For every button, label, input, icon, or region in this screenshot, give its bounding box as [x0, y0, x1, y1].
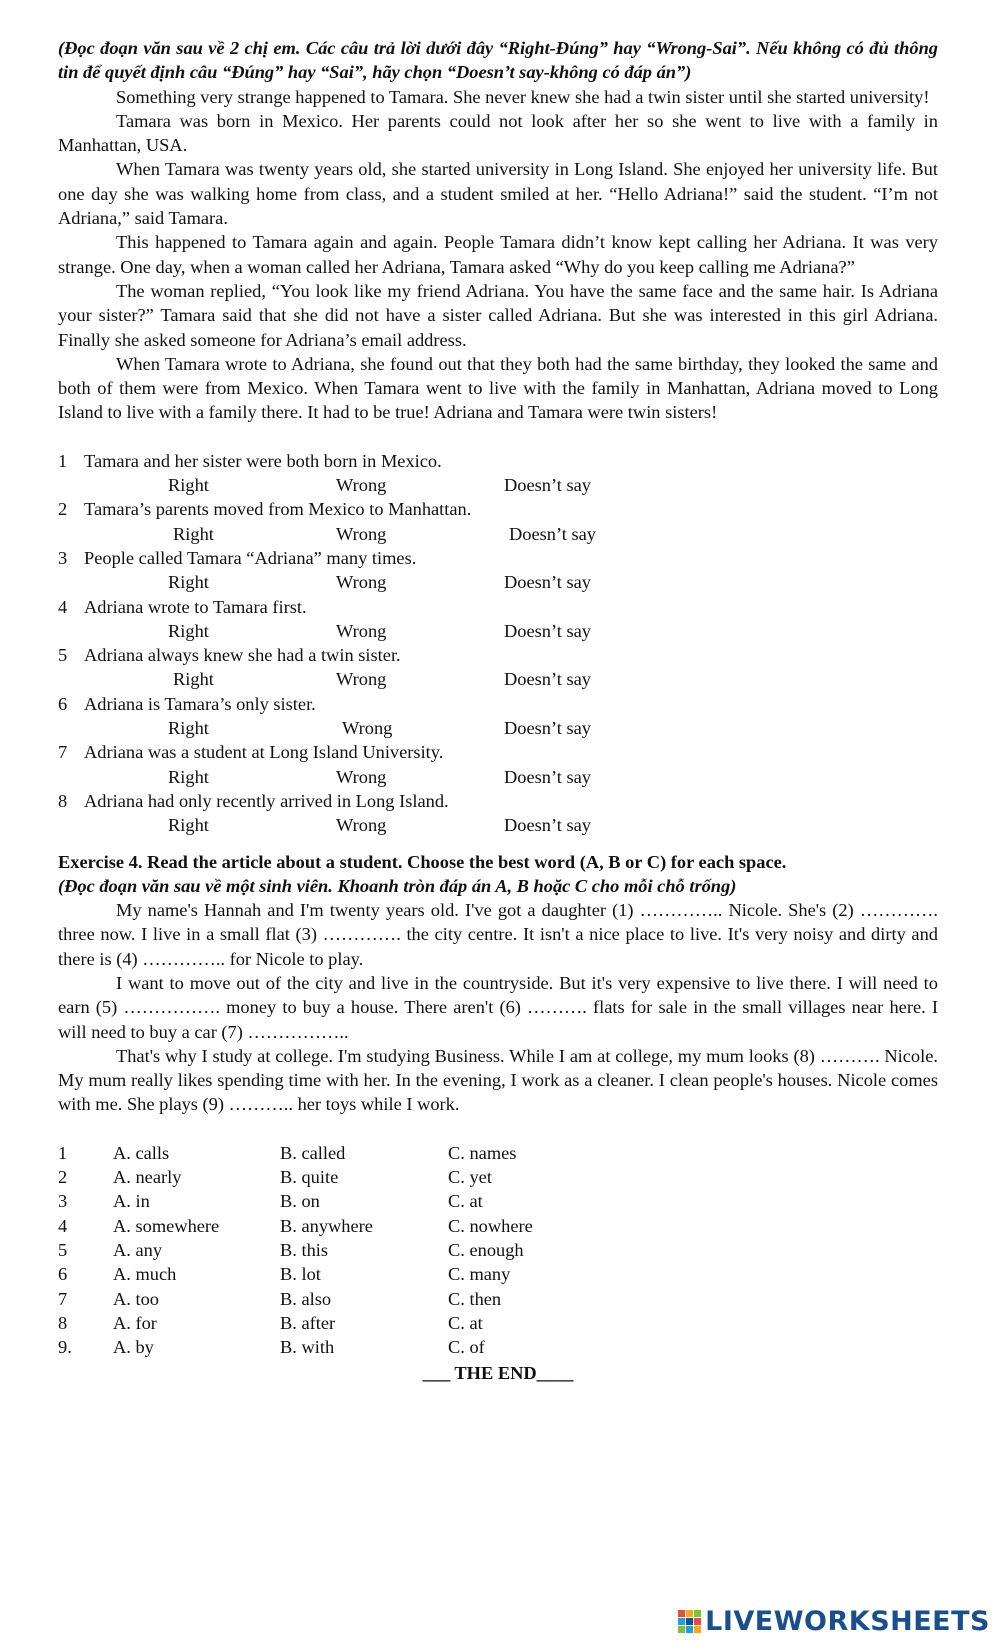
option-right[interactable]: Right	[168, 718, 209, 739]
question-row	[58, 740, 938, 764]
question-number: 3	[58, 547, 68, 568]
choice-number: 5	[58, 1239, 68, 1260]
option-wrong[interactable]: Wrong	[336, 620, 387, 641]
option-wrong[interactable]: Wrong	[336, 572, 387, 593]
option-wrong[interactable]: Wrong	[336, 523, 387, 544]
question-text: People called Tamara “Adriana” many times.	[84, 547, 417, 568]
option-wrong[interactable]: Wrong	[336, 815, 387, 836]
choice-a[interactable]: A. any	[113, 1239, 163, 1260]
choice-number: 4	[58, 1215, 68, 1236]
question-row	[58, 449, 938, 473]
choice-b[interactable]: B. called	[280, 1142, 346, 1163]
option-right[interactable]: Right	[168, 620, 209, 641]
option-wrong[interactable]: Wrong	[336, 766, 387, 787]
answer-options	[58, 813, 938, 837]
choice-row	[58, 1311, 938, 1335]
liveworksheets-logo-icon	[678, 1610, 701, 1633]
liveworksheets-logo	[678, 1606, 990, 1637]
question-text: Tamara and her sister were both born in Mexico.	[84, 450, 442, 471]
passage-paragraph: When Tamara was twenty years old, she started university in Long Island. She enjoyed her university life. But one day she was walking home from class, and a student smiled at her. “Hello Adriana!” said the student. “I’m not Adriana,” said Tamara.	[58, 159, 938, 229]
question-row	[58, 789, 938, 813]
choice-b[interactable]: B. anywhere	[280, 1215, 373, 1236]
choice-number: 8	[58, 1312, 68, 1333]
option-doesnt-say[interactable]: Doesn’t say	[509, 523, 597, 544]
question-number: 6	[58, 693, 68, 714]
option-doesnt-say[interactable]: Doesn’t say	[504, 815, 592, 836]
question-text: Tamara’s parents moved from Mexico to Manhattan.	[84, 499, 472, 520]
option-right[interactable]: Right	[168, 766, 209, 787]
option-wrong[interactable]: Wrong	[336, 669, 387, 690]
question-number: 8	[58, 790, 68, 811]
choice-c[interactable]: C. names	[448, 1142, 517, 1163]
answer-options	[58, 667, 938, 691]
choice-row	[58, 1262, 938, 1286]
liveworksheets-logo-text: LIVEWORKSHEETS	[705, 1606, 990, 1637]
choice-a[interactable]: A. for	[113, 1312, 157, 1333]
choice-c[interactable]: C. at	[448, 1312, 483, 1333]
question-row	[58, 595, 938, 619]
question-number: 2	[58, 499, 68, 520]
option-doesnt-say[interactable]: Doesn’t say	[504, 766, 592, 787]
passage-paragraph: I want to move out of the city and live in the countryside. But it's very expensive to live there. I will need to earn (5) ……………. money to buy a house. There aren't (6) ………. flats for sale in the small villages near here. I will need to buy a car (7) ……………..	[58, 972, 938, 1042]
option-doesnt-say[interactable]: Doesn’t say	[504, 475, 592, 496]
question-text: Adriana is Tamara’s only sister.	[84, 693, 316, 714]
choice-b[interactable]: B. quite	[280, 1167, 339, 1188]
question-row	[58, 546, 938, 570]
option-right[interactable]: Right	[168, 572, 209, 593]
choice-a[interactable]: A. nearly	[113, 1167, 182, 1188]
question-text: Adriana always knew she had a twin sister.	[84, 645, 401, 666]
option-wrong[interactable]: Wrong	[336, 475, 387, 496]
option-doesnt-say[interactable]: Doesn’t say	[504, 620, 592, 641]
worksheet-page	[58, 36, 938, 1386]
question-number: 5	[58, 645, 68, 666]
choice-c[interactable]: C. of	[448, 1337, 485, 1358]
option-doesnt-say[interactable]: Doesn’t say	[504, 572, 592, 593]
option-doesnt-say[interactable]: Doesn’t say	[504, 718, 592, 739]
answer-options	[58, 570, 938, 594]
passage-paragraph: Tamara was born in Mexico. Her parents could not look after her so she went to live with a family in Manhattan, USA.	[58, 110, 938, 156]
choice-b[interactable]: B. with	[280, 1337, 335, 1358]
choice-a[interactable]: A. somewhere	[113, 1215, 220, 1236]
question-row	[58, 643, 938, 667]
choice-row	[58, 1335, 938, 1359]
choice-number: 7	[58, 1288, 68, 1309]
passage-paragraph: This happened to Tamara again and again. People Tamara didn’t know kept calling her Adriana. It was very strange. One day, when a woman called her Adriana, Tamara asked “Why do you keep calling me Adriana?”	[58, 232, 938, 277]
choice-row	[58, 1287, 938, 1311]
choice-number: 3	[58, 1191, 68, 1212]
choice-b[interactable]: B. this	[280, 1239, 329, 1260]
choice-b[interactable]: B. also	[280, 1288, 332, 1309]
passage-paragraph: The woman replied, “You look like my friend Adriana. You have the same face and the same hair. Is Adriana your sister?” Tamara said that she did not have a sister called Adriana. But she was interested in this girl Adriana. Finally she asked someone for Adriana’s email address.	[58, 280, 938, 350]
question-row	[58, 497, 938, 521]
passage-paragraph: That's why I study at college. I'm studying Business. While I am at college, my mum looks (8) ………. Nicole. My mum really likes spending time with her. In the evening, I work as a cleaner. I clean people's houses. Nicole comes with me. She plays (9) ……….. her toys while I work.	[58, 1045, 938, 1115]
the-end-footer: ___ THE END____	[422, 1363, 574, 1384]
choice-number: 9.	[58, 1337, 72, 1358]
option-right[interactable]: Right	[168, 475, 209, 496]
question-text: Adriana wrote to Tamara first.	[84, 596, 307, 617]
choice-number: 6	[58, 1264, 68, 1285]
answer-options	[58, 522, 938, 546]
exercise4-title: Exercise 4. Read the article about a student. Choose the best word (A, B or C) for each space.	[58, 851, 787, 872]
choice-a[interactable]: A. much	[113, 1264, 177, 1285]
exercise4-choices	[58, 1141, 938, 1360]
question-number: 7	[58, 742, 68, 763]
choice-row	[58, 1238, 938, 1262]
choice-a[interactable]: A. by	[113, 1337, 154, 1358]
choice-c[interactable]: C. at	[448, 1191, 483, 1212]
option-doesnt-say[interactable]: Doesn’t say	[504, 669, 592, 690]
answer-options	[58, 619, 938, 643]
choice-row	[58, 1165, 938, 1189]
exercise3-passage	[58, 85, 938, 425]
choice-b[interactable]: B. lot	[280, 1264, 321, 1285]
answer-options	[58, 765, 938, 789]
choice-row	[58, 1141, 938, 1165]
choice-a[interactable]: A. in	[113, 1191, 150, 1212]
question-text: Adriana had only recently arrived in Long Island.	[84, 790, 449, 811]
choice-c[interactable]: C. then	[448, 1288, 502, 1309]
choice-c[interactable]: C. nowhere	[448, 1215, 533, 1236]
question-number: 1	[58, 450, 68, 471]
exercise3-instruction: (Đọc đoạn văn sau về 2 chị em. Các câu trả lời dưới đây “Right-Đúng” hay “Wrong-Sai”. Nếu không có đủ thông tin để quyết định câu “Đúng” hay “Sai”, hãy chọn “Doesn’t say-không có đáp án”)	[58, 38, 938, 83]
exercise4-subtitle: (Đọc đoạn văn sau về một sinh viên. Khoanh tròn đáp án A, B hoặc C cho mỗi chỗ trống)	[58, 875, 737, 896]
passage-paragraph: My name's Hannah and I'm twenty years old. I've got a daughter (1) ………….. Nicole. She's (2) …………. three now. I live in a small flat (3) …………. the city centre. It isn't a nice place to live. It's very noisy and dirty and there is (4) ………….. for Nicole to play.	[58, 900, 938, 969]
option-wrong[interactable]: Wrong	[342, 718, 393, 739]
choice-row	[58, 1189, 938, 1213]
passage-paragraph: When Tamara wrote to Adriana, she found out that they both had the same birthday, they looked the same and both of them were from Mexico. When Tamara went to live with the family in Manhattan, Adriana moved to Long Island to live with a family there. It had to be true! Adriana and Tamara were twin sisters!	[58, 353, 938, 423]
exercise3-questions	[58, 449, 938, 838]
question-text: Adriana was a student at Long Island University.	[84, 742, 444, 763]
choice-a[interactable]: A. calls	[113, 1142, 170, 1163]
choice-c[interactable]: C. many	[448, 1264, 511, 1285]
choice-number: 2	[58, 1167, 68, 1188]
exercise4-passage	[58, 898, 938, 1117]
choice-a[interactable]: A. too	[113, 1288, 159, 1309]
choice-number: 1	[58, 1142, 68, 1163]
answer-options	[58, 473, 938, 497]
passage-paragraph: Something very strange happened to Tamara. She never knew she had a twin sister until she started university!	[116, 86, 930, 107]
option-right[interactable]: Right	[168, 815, 209, 836]
answer-options	[58, 716, 938, 740]
choice-c[interactable]: C. yet	[448, 1167, 492, 1188]
choice-row	[58, 1214, 938, 1238]
option-right[interactable]: Right	[173, 669, 214, 690]
choice-b[interactable]: B. after	[280, 1312, 336, 1333]
question-row	[58, 692, 938, 716]
option-right[interactable]: Right	[173, 523, 214, 544]
choice-b[interactable]: B. on	[280, 1191, 320, 1212]
question-number: 4	[58, 596, 68, 617]
choice-c[interactable]: C. enough	[448, 1239, 524, 1260]
